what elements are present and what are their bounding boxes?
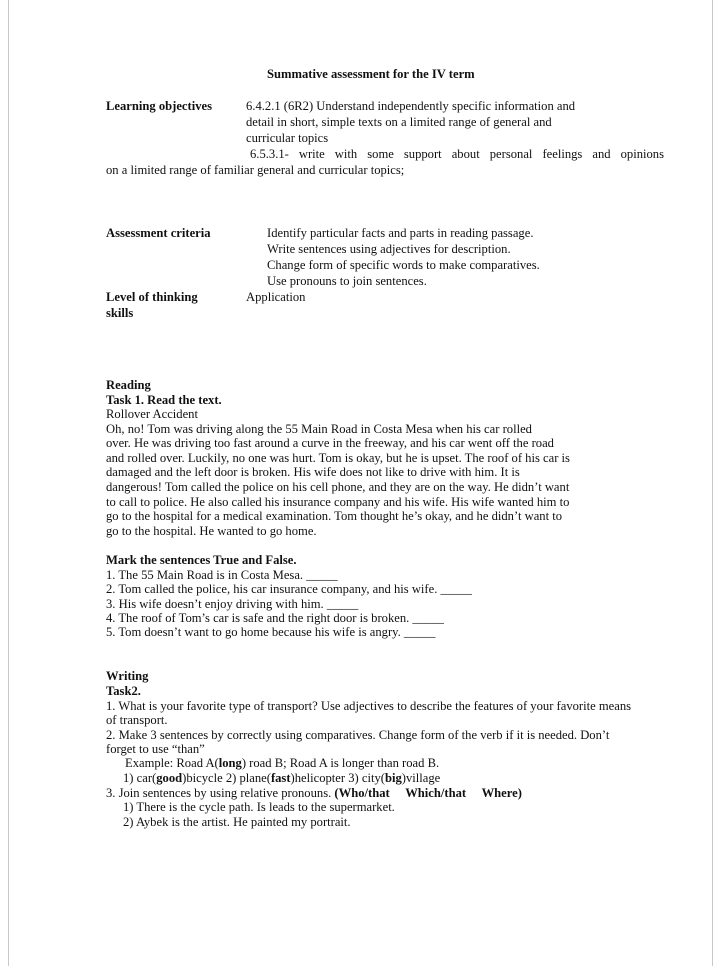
question-1: 1. What is your favorite type of transport? Use adjectives to describe the features of your favorite means [106,699,632,713]
criteria-label: Assessment criteria [106,226,211,240]
text: 1) car( [123,771,157,785]
criteria-item: Identify particular facts and parts in reading passage. [267,226,534,240]
example-post: ) road B; Road A is longer than road B. [241,756,440,770]
page-title: Summative assessment for the IV term [267,67,475,81]
tf-item: 5. Tom doesn’t want to go home because his wife is angry. _____ [106,625,436,639]
reading-task: Task 1. Read the text. [106,393,222,407]
writing-heading: Writing [106,669,149,683]
tf-item: 3. His wife doesn’t enjoy driving with him. _____ [106,597,359,611]
tf-heading: Mark the sentences True and False. [106,553,297,567]
thinking-value: Application [246,290,306,304]
objective-line: detail in short, simple texts on a limited range of general and [246,115,552,129]
comparatives-line [123,771,440,786]
paragraph-line: go to the hospital for a medical examination. Tom thought he’s okay, and he didn’t want to [106,509,563,523]
keyword: fast [270,771,291,785]
paragraph-line: and rolled over. Luckily, no one was hurt. Tom is okay, but he is upset. The roof of his car is [106,451,570,465]
paragraph-line: Oh, no! Tom was driving along the 55 Main Road in Costa Mesa when his car rolled [106,422,532,436]
tf-item: 1. The 55 Main Road is in Costa Mesa. _____ [106,568,338,582]
objective-line: curricular topics [246,131,329,145]
paragraph-line: to call to police. He also called his insurance company and his wife. His wife wanted him to [106,495,570,509]
question-1-cont: of transport. [106,713,168,727]
paragraph-line: over. He was driving too fast around a curve in the freeway, and his car went off the road [106,436,554,450]
paragraph-line: dangerous! Tom called the police on his cell phone, and they are on the way. He didn’t want [106,480,570,494]
criteria-item: Change form of specific words to make comparatives. [267,258,540,272]
question-3-item: 2) Aybek is the artist. He painted my portrait. [123,815,351,829]
tf-item: 4. The roof of Tom’s car is safe and the right door is broken. _____ [106,611,444,625]
text: )village [401,771,441,785]
page-left-edge [8,0,9,966]
paragraph-line: go to the hospital. He wanted to go home. [106,524,317,538]
objective-line: 6.4.2.1 (6R2) Understand independently specific information and [246,99,576,113]
thinking-label: Level of thinking [106,290,198,304]
page-right-edge [712,0,713,966]
question-3-item: 1) There is the cycle path. Is leads to the supermarket. [123,800,395,814]
tf-item: 2. Tom called the police, his car insurance company, and his wife. _____ [106,582,472,596]
example-line [125,756,439,771]
criteria-item: Use pronouns to join sentences. [267,274,427,288]
objective-line: 6.5.3.1- write with some support about personal feelings and opinions [250,147,664,161]
criteria-item: Write sentences using adjectives for description. [267,242,511,256]
text: )helicopter 3) city( [290,771,385,785]
question-2-cont: forget to use “than” [106,742,205,756]
keyword: good [156,771,183,785]
keyword: big [384,771,402,785]
text: )bicycle 2) plane( [182,771,271,785]
example-pre: Example: Road A( [125,756,219,770]
thinking-label: skills [106,306,134,320]
pronouns: (Who/that Which/that Where) [334,786,522,800]
example-bold: long [218,756,242,770]
paragraph-line: damaged and the left door is broken. His wife does not like to drive with him. It is [106,465,520,479]
text: 3. Join sentences by using relative pronouns. [106,786,335,800]
objectives-label: Learning objectives [106,99,212,113]
writing-task: Task2. [106,684,141,698]
reading-heading: Reading [106,378,151,392]
objective-line: on a limited range of familiar general and curricular topics; [106,163,405,177]
question-2: 2. Make 3 sentences by correctly using comparatives. Change form of the verb if it is needed. Don’t [106,728,610,742]
text-title: Rollover Accident [106,407,198,421]
question-3 [106,786,522,801]
